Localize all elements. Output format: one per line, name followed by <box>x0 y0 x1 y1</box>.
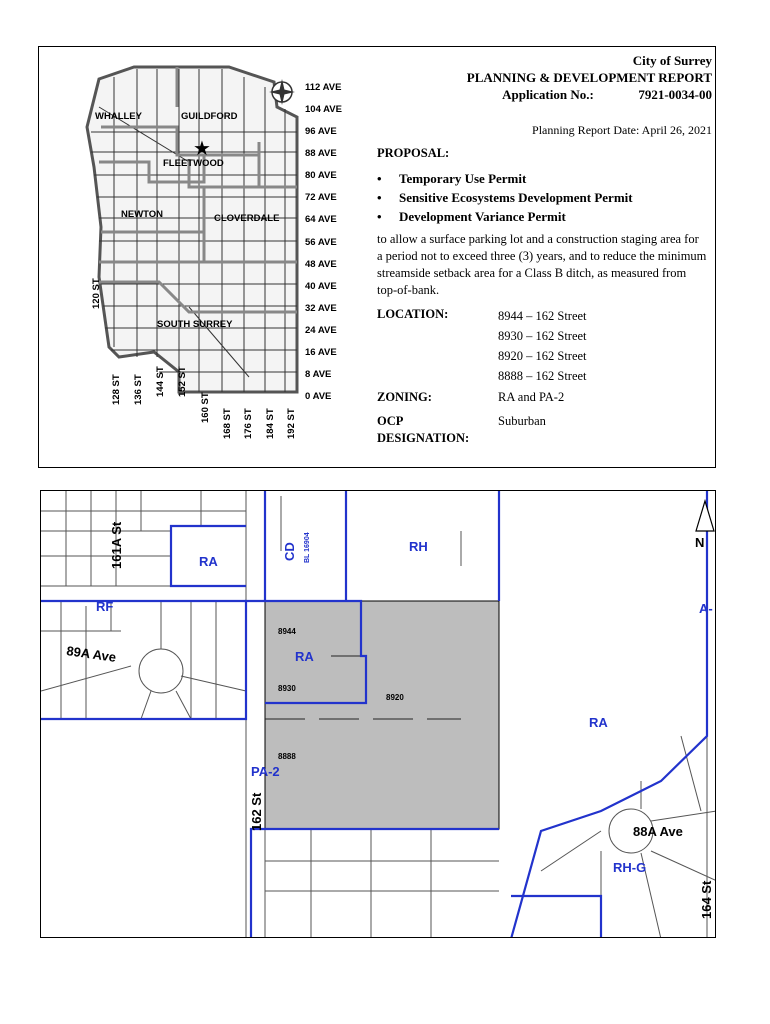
lot-number: 8920 <box>386 693 404 702</box>
address-item: 8930 – 162 Street <box>498 329 587 343</box>
ave-label: 104 AVE <box>305 104 342 115</box>
address-item: 8920 – 162 Street <box>498 349 587 363</box>
zone-label: PA-2 <box>251 764 280 779</box>
zone-label: CD <box>282 542 297 561</box>
lot-number: 8888 <box>278 752 296 761</box>
address-item: 8888 – 162 Street <box>498 369 587 383</box>
address-item: 8944 – 162 Street <box>498 309 587 323</box>
application-label: Application No.: <box>502 87 594 102</box>
zone-label: RF <box>96 599 114 614</box>
ave-label: 80 AVE <box>305 170 337 181</box>
zone-label: BL 16904 <box>304 532 311 563</box>
ave-label: 64 AVE <box>305 214 337 225</box>
key-map <box>39 47 369 467</box>
site-map-svg <box>41 491 716 938</box>
ave-label: 88 AVE <box>305 148 337 159</box>
proposal-description: to allow a surface parking lot and a construction staging area for a period not to exceed three (3) years, and to reduce the minimum streamside setback area for a Class B ditch, as measured from top-of-bank. <box>377 232 707 297</box>
street-label-88a: 88A Ave <box>633 824 683 839</box>
st-label: 128 ST <box>111 374 122 405</box>
zone-label: A- <box>699 601 713 616</box>
ocp-value: Suburban <box>498 414 546 428</box>
zone-label: RH <box>409 539 428 554</box>
ave-label: 112 AVE <box>305 82 342 93</box>
application-number: 7921-0034-00 <box>638 87 712 102</box>
st-label: 192 ST <box>286 408 297 439</box>
st-label: 168 ST <box>222 408 233 439</box>
ocp-label-line: DESIGNATION: <box>377 431 470 445</box>
street-label-161a: 161A St <box>109 521 124 569</box>
area-fleetwood: FLEETWOOD <box>163 158 224 169</box>
site-zoning-map <box>40 490 716 938</box>
permit-item: • Development Variance Permit <box>377 207 633 226</box>
st-label: 152 ST <box>177 366 188 397</box>
ave-label: 24 AVE <box>305 325 337 336</box>
proposal-label: PROPOSAL: <box>377 146 450 160</box>
st-label: 160 ST <box>200 392 211 423</box>
permit-item: • Sensitive Ecosystems Development Permit <box>377 188 633 207</box>
zone-label: RH-G <box>613 860 647 875</box>
zone-label: RA <box>295 649 314 664</box>
area-guildford: GUILDFORD <box>181 111 238 122</box>
report-date: Planning Report Date: April 26, 2021 <box>532 123 712 137</box>
zoning-label: ZONING: <box>377 390 432 404</box>
zone-label: RA <box>589 715 608 730</box>
ave-label: 8 AVE <box>305 369 332 380</box>
area-south-surrey: SOUTH SURREY <box>157 319 233 330</box>
lot-number: 8944 <box>278 627 296 636</box>
st-label: 136 ST <box>133 374 144 405</box>
ave-label: 72 AVE <box>305 192 337 203</box>
street-label-162: 162 St <box>249 792 264 831</box>
site-location-star: ★ <box>193 138 211 160</box>
north-arrow-icon <box>695 501 714 550</box>
permit-item: • Temporary Use Permit <box>377 169 633 188</box>
area-whalley: WHALLEY <box>95 111 142 122</box>
ocp-label-line: OCP <box>377 414 404 428</box>
st-label: 184 ST <box>265 408 276 439</box>
ave-label: 16 AVE <box>305 347 337 358</box>
permit-list <box>377 169 633 226</box>
ave-label: 40 AVE <box>305 281 337 292</box>
ave-label: 32 AVE <box>305 303 337 314</box>
ave-label: 56 AVE <box>305 237 337 248</box>
st-label: 144 ST <box>155 366 166 397</box>
zone-label: RA <box>199 554 218 569</box>
city-name: City of Surrey <box>632 53 712 68</box>
area-newton: NEWTON <box>121 209 164 220</box>
zoning-value: RA and PA-2 <box>498 390 565 404</box>
area-cloverdale: CLOVERDALE <box>214 213 280 224</box>
lot-number: 8930 <box>278 684 296 693</box>
ave-label: 48 AVE <box>305 259 337 270</box>
ocp-label <box>377 413 469 447</box>
street-label-164: 164 St <box>699 880 714 919</box>
subject-site <box>265 601 499 829</box>
st-label: 176 ST <box>243 408 254 439</box>
application-line <box>502 86 712 103</box>
location-label: LOCATION: <box>377 307 449 321</box>
location-addresses <box>498 306 587 386</box>
street-label-89a: 89A Ave <box>65 643 118 665</box>
report-title: PLANNING & DEVELOPMENT REPORT <box>466 70 712 85</box>
ave-label: 96 AVE <box>305 126 337 137</box>
north-label: N <box>695 535 705 550</box>
st-label: 120 ST <box>91 278 102 309</box>
ave-label: 0 AVE <box>305 391 332 402</box>
